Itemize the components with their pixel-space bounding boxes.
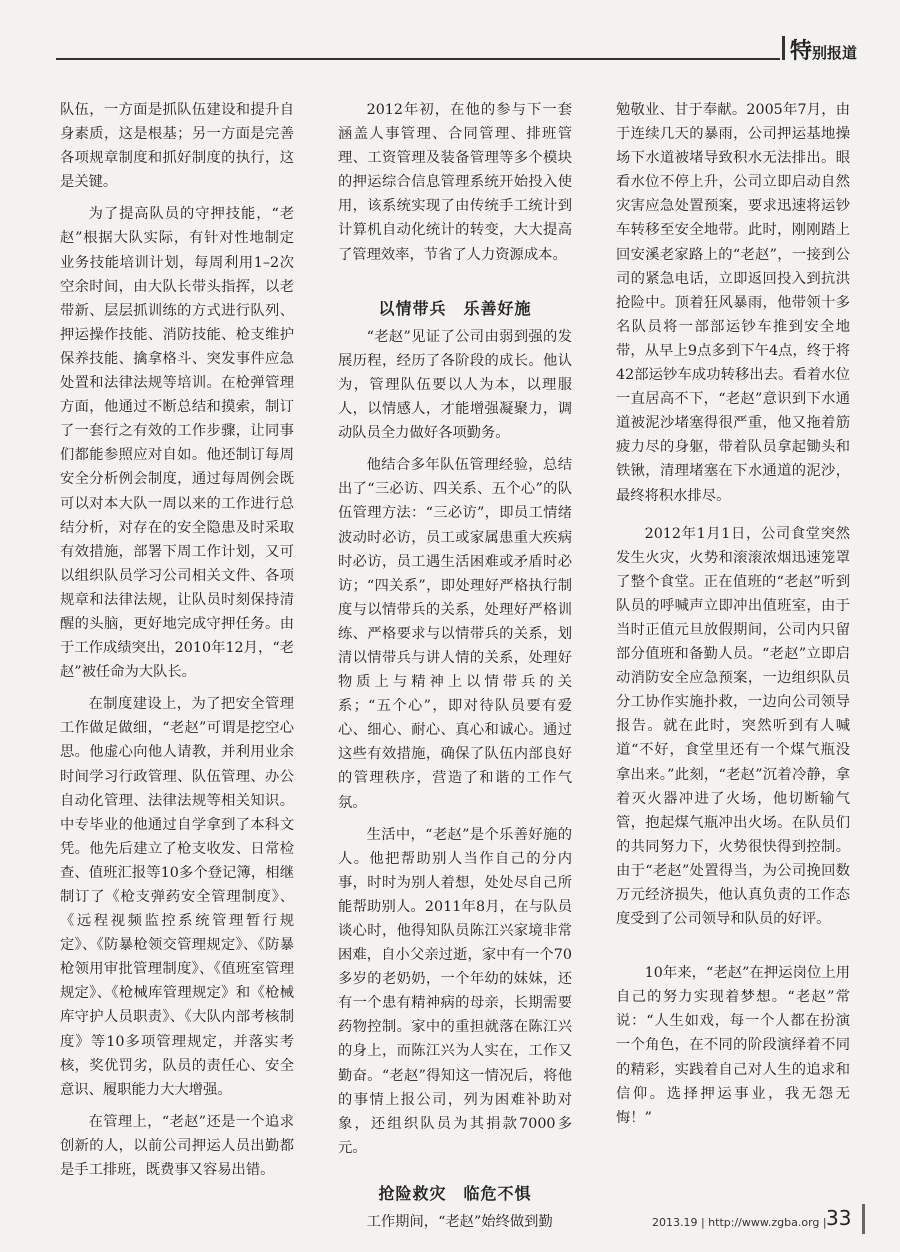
column-2 bbox=[338, 98, 572, 1242]
paragraph: 生活中，“老赵”是个乐善好施的人。他把帮助别人当作自己的分内事，时时为别人着想，处处尽自己所能帮助别人。2011年8月，在与队员谈心时，他得知队员陈江兴家境非常困难，自小父亲过逝，家中有一个70多岁的老奶奶，一个年幼的妹妹，还有一个患有精神病的母亲，长期需要药物控制。家中的重担就落在陈江兴的身上，而陈江兴为人实在，工作又勤奋。“老赵”得知这一情况后，将他的事情上报公司，列为困难补助对象，还组织队员为其捐款7000多元。 bbox=[338, 826, 572, 1156]
section-label-small: 别报道 bbox=[812, 44, 858, 62]
footer-bar bbox=[862, 1204, 865, 1234]
paragraph: 2012年初，在他的参与下一套涵盖人事管理、合同管理、排班管理、工资管理及装备管理等多个模块的押运综合信息管理系统开始投入使用，该系统实现了由传统手工统计到计算机自动化统计的转变，大大提高了管理效率，节省了人力资源成本。 bbox=[338, 102, 572, 263]
page-number: 33 bbox=[826, 1206, 852, 1230]
paragraph: 他结合多年队伍管理经验，总结出了“三必访、四关系、五个心”的队伍管理方法：“三必访”，即员工情绪波动时必访，员工或家属患重大疾病时必访，员工遇生活困难或矛盾时必访；“四关系”，即处理好严格执行制度与以情带兵的关系，处理好严格训练、严格要求与以情带兵的关系，划清以情带兵与讲人情的关系，处理好物质上与精神上以情带兵的关系；“五个心”，即对待队员要有爱心、细心、耐心、真心和诚心。通过这些有效措施，确保了队伍内部良好的管理秩序，营造了和谐的工作气氛。 bbox=[338, 457, 572, 811]
header-divider bbox=[782, 36, 785, 60]
paragraph: 工作期间，“老赵”始终做到勤 bbox=[366, 1214, 553, 1231]
section-heading: 抢险救灾 临危不惧 bbox=[378, 1183, 532, 1203]
paragraph: 在制度建设上，为了把安全管理工作做足做细，“老赵”可谓是挖空心思。他虚心向他人请教，并利用业余时间学习行政管理、队伍管理、办公自动化管理、法律法规等相关知识。中专毕业的他通过自学拿到了本科文凭。他先后建立了枪支收发、日常检查、值班汇报等10多个登记簿，相继制订了《枪支弹药安全管理制度》、《远程视频监控系统管理暂行规定》、《防暴枪领交管理规定》、《防暴枪领用审批管理制度》、《值班室管理规定》、《枪械库管理规定》和《枪械库守护人员职责》、《大队内部考核制度》等10多项管理规定，并落实考核，奖优罚劣，队员的责任心、安全意识、履职能力大大增强。 bbox=[60, 696, 294, 1098]
column-1 bbox=[60, 98, 294, 1190]
paragraph: 在管理上，“老赵”还是一个追求创新的人，以前公司押运人员出勤都是手工排班，既费事又容易出错。 bbox=[60, 1113, 294, 1179]
section-heading: 以情带兵 乐善好施 bbox=[378, 298, 532, 318]
paragraph: “老赵”见证了公司由弱到强的发展历程，经历了各阶段的成长。他认为，管理队伍要以人为本，以理服人，以情感人，才能增强凝聚力，调动队员全力做好各项勤务。 bbox=[338, 328, 572, 442]
section-label-big: 特 bbox=[790, 39, 813, 64]
paragraph: 2012年1月1日，公司食堂突然发生火灾，火势和滚滚浓烟迅速笼罩了整个食堂。正在值班的“老赵”听到队员的呼喊声立即冲出值班室，由于当时正值元旦放假期间，公司内只留部分值班和备勤人员。“老赵”立即启动消防安全应急预案，一边组织队员分工协作实施扑救，一边向公司领导报告。就在此时，突然听到有人喊道“不好，食堂里还有一个煤气瓶没拿出来。”此刻，“老赵”沉着冷静，拿着灭火器冲进了火场，他切断输气管，抱起煤气瓶冲出火场。在队员们的共同努力下，火势很快得到控制。由于“老赵”处置得当，为公司挽回数万元经济损失，他认真负责的工作态度受到了公司领导和队员的好评。 bbox=[616, 525, 850, 928]
column-3 bbox=[616, 98, 850, 1138]
section-label bbox=[790, 34, 857, 65]
paragraph: 勉敬业、甘于奉献。2005年7月，由于连续几天的暴雨，公司押运基地操场下水道被堵导致积水无法排出。眼看水位不停上升，公司立即启动自然灾害应急处置预案，要求迅速将运钞车转移至安全地带。此时，刚刚踏上回安溪老家路上的“老赵”，一接到公司的紧急电话，立即返回投入到抗洪抢险中。顶着狂风暴雨，他带领十多名队员将一部部运钞车推到安全地带，从早上9点多到下午4点，终于将42部运钞车成功转移出去。看着水位一直居高不下，“老赵”意识到下水通道被泥沙堵塞得很严重，他又拖着筋疲力尽的身躯，带着队员拿起锄头和铁锹，清理堵塞在下水通道的泥沙，最终将积水排尽。 bbox=[616, 102, 850, 504]
paragraph: 队伍，一方面是抓队伍建设和提升自身素质，这是根基；另一方面是完善各项规章制度和抓好制度的执行，这是关键。 bbox=[60, 102, 294, 191]
header-rule bbox=[56, 58, 780, 60]
paragraph: 10年来，“老赵”在押运岗位上用自己的努力实现着梦想。“老赵”常说：“人生如戏，每一个人都在扮演一个角色，在不同的阶段演绎着不同的精彩，实践着自己对人生的追求和信仰。选择押运事业，我无怨无悔！” bbox=[616, 965, 850, 1126]
footer-issue-url: 2013.19 | http://www.zgba.org | bbox=[652, 1216, 827, 1229]
paragraph: 为了提高队员的守押技能，“老赵”根据大队实际，有针对性地制定业务技能培训计划，每周利用1–2次空余时间，由大队长带头指挥，以老带新、层层抓训练的方式进行队列、押运操作技能、消防技能、枪支维护保养技能、擒拿格斗、突发事件应急处置和法律法规等培训。在枪弹管理方面，他通过不断总结和摸索，制订了一套行之有效的工作步骤，让同事们都能参照应对自如。他还制订每周安全分析例会制度，通过每周例会既可以对本大队一周以来的工作进行总结分析，对存在的安全隐患及时采取有效措施，部署下周工作计划，又可以组织队员学习公司相关文件、各项规章和法律法规，让队员时刻保持清醒的头脑，更好地完成守押任务。由于工作成绩突出，2010年12月，“老赵”被任命为大队长。 bbox=[60, 206, 294, 681]
